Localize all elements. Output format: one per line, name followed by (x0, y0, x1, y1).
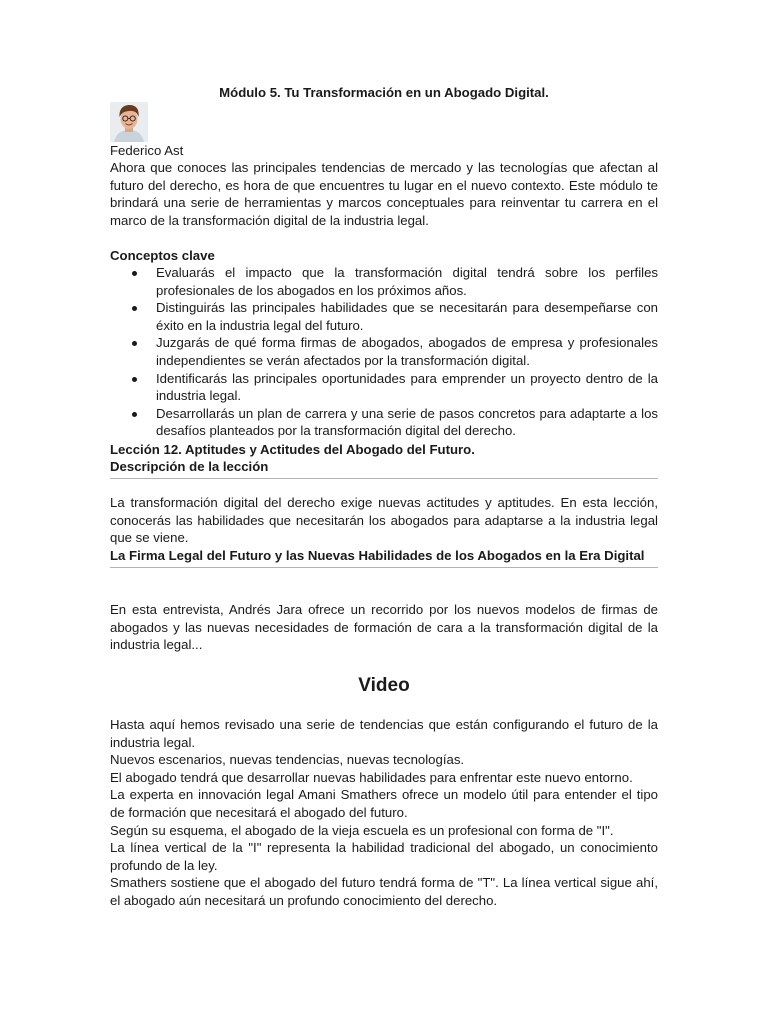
lesson-title: Lección 12. Aptitudes y Actitudes del Abogado del Futuro. (110, 442, 475, 457)
video-paragraph: Según su esquema, el abogado de la vieja escuela es un profesional con forma de "I". (110, 822, 614, 838)
bullet-icon (132, 412, 137, 417)
author-photo-icon (110, 102, 148, 142)
list-item: Identificarás las principales oportunidades para emprender un proyecto dentro de la industria legal. (110, 370, 658, 405)
module-title: Módulo 5. Tu Transformación en un Abogado Digital. (219, 85, 549, 100)
video-paragraph: Hasta aquí hemos revisado una serie de tendencias que están configurando el futuro de la industria legal. (110, 717, 658, 750)
video-paragraph: Nuevos escenarios, nuevas tendencias, nuevas tecnologías. (110, 752, 465, 768)
bullet-icon (132, 377, 137, 382)
video-paragraph: La línea vertical de la "I" representa la habilidad tradicional del abogado, un conocimiento profundo de la ley. (110, 840, 658, 873)
author-name: Federico Ast (110, 143, 184, 158)
author-avatar (110, 102, 148, 142)
key-concepts-heading: Conceptos clave (110, 248, 215, 263)
video-heading: Video (358, 675, 410, 696)
video-paragraph: El abogado tendrá que desarrollar nuevas habilidades para enfrentar este nuevo entorno. (110, 769, 633, 785)
lesson-description: La transformación digital del derecho exige nuevas actitudes y aptitudes. En esta lección, conocerás las habilidades que necesitarán los abogados para adaptarse a la industria legal que se viene. (110, 495, 658, 546)
list-item: Evaluarás el impacto que la transformación digital tendrá sobre los perfiles profesionales de los abogados en los próximos años. (110, 264, 658, 299)
bullet-icon (132, 271, 137, 276)
intro-paragraph: Ahora que conoces las principales tendencias de mercado y las tecnologías que afectan al futuro del derecho, es hora de que encuentres tu lugar en el nuevo contexto. Este módulo te brindará una serie de herramientas y marcos conceptuales para reinventar tu carrera en el marco de la transformación digital de la industria legal. (110, 160, 658, 228)
video-paragraph: La experta en innovación legal Amani Smathers ofrece un modelo útil para entender el tipo de formación que necesitará el abogado del futuro. (110, 787, 658, 820)
key-concepts-list (110, 264, 658, 440)
section-body: En esta entrevista, Andrés Jara ofrece un recorrido por los nuevos modelos de firmas de abogados y las nuevas necesidades de formación de cara a la transformación digital de la industria legal... (110, 602, 658, 653)
list-item: Distinguirás las principales habilidades que se necesitarán para desempeñarse con éxito en la industria legal del futuro. (110, 299, 658, 334)
lesson-description-heading: Descripción de la lección (110, 458, 658, 479)
bullet-icon (132, 341, 137, 346)
list-item: Juzgarás de qué forma firmas de abogados, abogados de empresa y profesionales independientes se verán afectados por la transformación digital. (110, 334, 658, 369)
bullet-icon (132, 306, 137, 311)
list-item: Desarrollarás un plan de carrera y una serie de pasos concretos para adaptarte a los desafíos planteados por la transformación digital del derecho. (110, 405, 658, 440)
video-paragraph: Smathers sostiene que el abogado del futuro tendrá forma de "T". La línea vertical sigue ahí, el abogado aún necesitará un profundo conocimiento del derecho. (110, 875, 658, 908)
section-heading: La Firma Legal del Futuro y las Nuevas Habilidades de los Abogados en la Era Digital (110, 547, 658, 568)
video-text (110, 716, 658, 910)
